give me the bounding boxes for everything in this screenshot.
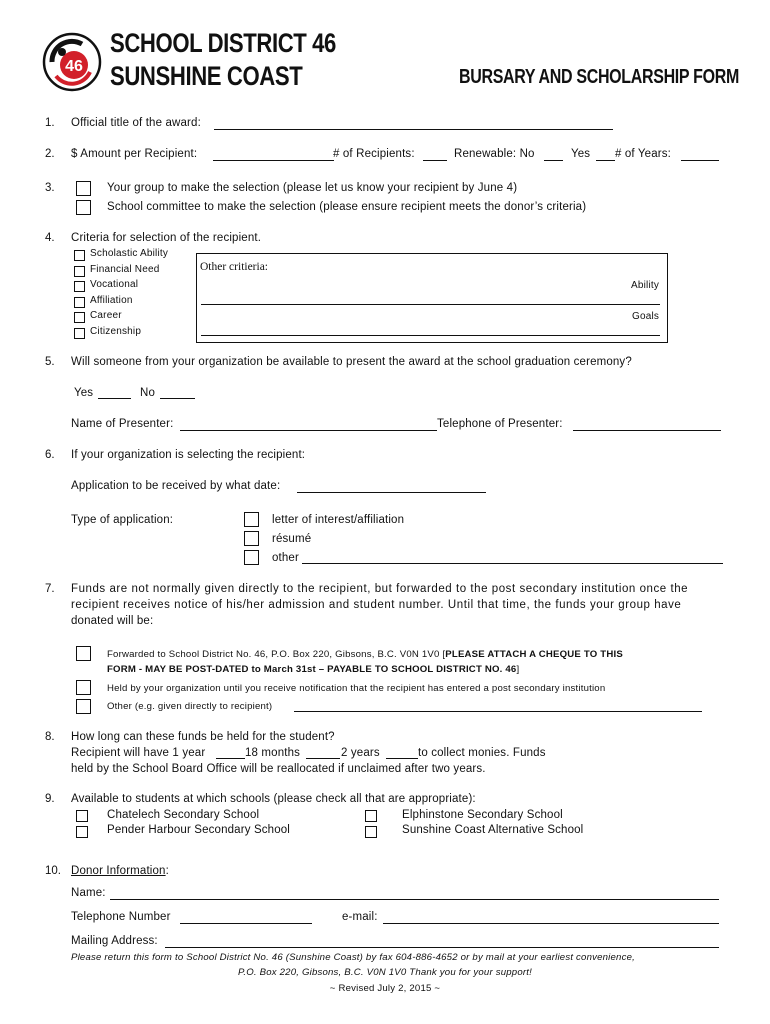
type-resume-checkbox[interactable] <box>244 531 259 546</box>
schools-question: Available to students at which schools (please check all that are appropriate): <box>71 793 476 805</box>
q7-number: 7. <box>45 583 55 595</box>
donor-phone-field[interactable] <box>180 923 312 924</box>
funds-forwarded-label: Forwarded to School District No. 46, P.O. Box 220, Gibsons, B.C. V0N 1V0 [PLEASE ATTACH A CHEQUE TO THIS <box>107 649 623 660</box>
q4-number: 4. <box>45 232 55 244</box>
q6-number: 6. <box>45 449 55 461</box>
hold-1-year-field[interactable] <box>216 758 245 759</box>
renewable-no-label: Renewable: No <box>454 148 535 160</box>
q3-number: 3. <box>45 182 55 194</box>
funds-forwarded-checkbox[interactable] <box>76 646 91 661</box>
return-instructions: Please return this form to School District No. 46 (Sunshine Coast) by fax 604-886-4652 or by mail at your earliest convenience, <box>71 952 635 963</box>
presenter-no-label: No <box>140 387 156 399</box>
hold-2-years-field[interactable] <box>386 758 418 759</box>
criteria-checkbox-financial[interactable] <box>74 266 85 277</box>
application-date-label: Application to be received by what date: <box>71 480 281 492</box>
group-selects-checkbox[interactable] <box>76 181 91 196</box>
award-title-label: Official title of the award: <box>71 117 201 129</box>
post-dated-note: FORM - MAY BE POST-DATED to March 31st – PAYABLE TO SCHOOL DISTRICT NO. 46] <box>107 664 520 675</box>
type-other-checkbox[interactable] <box>244 550 259 565</box>
committee-selects-checkbox[interactable] <box>76 200 91 215</box>
goals-label: Goals <box>632 311 660 322</box>
application-type-label: Type of application: <box>71 514 174 526</box>
donor-info-heading: Donor Information: <box>71 865 169 877</box>
donor-name-label: Name: <box>71 887 106 899</box>
funds-other-checkbox[interactable] <box>76 699 91 714</box>
donor-address-label: Mailing Address: <box>71 935 158 947</box>
criteria-label: Criteria for selection of the recipient. <box>71 232 262 244</box>
presenter-no-field[interactable] <box>160 398 195 399</box>
form-title: BURSARY AND SCHOLARSHIP FORM <box>459 66 739 88</box>
district-logo <box>42 32 102 92</box>
type-resume-label: résumé <box>272 533 312 545</box>
application-date-field[interactable] <box>297 492 486 493</box>
donor-email-label: e-mail: <box>342 911 378 923</box>
q8-number: 8. <box>45 731 55 743</box>
presenter-phone-field[interactable] <box>573 430 721 431</box>
funds-held-label: Held by your organization until you receive notification that the recipient has entered a post secondary institution <box>107 683 606 694</box>
criteria-label-vocational: Vocational <box>90 279 139 290</box>
type-letter-label: letter of interest/affiliation <box>272 514 405 526</box>
school-checkbox-alternative[interactable] <box>365 826 377 838</box>
other-criteria-line-1[interactable] <box>201 304 660 305</box>
type-letter-checkbox[interactable] <box>244 512 259 527</box>
selection-label: If your organization is selecting the recipient: <box>71 449 306 461</box>
hold-duration-question: How long can these funds be held for the student? <box>71 731 335 743</box>
hold-18-months-label: 18 months <box>245 747 301 759</box>
renewable-no-field[interactable] <box>544 160 563 161</box>
school-checkbox-pender[interactable] <box>76 826 88 838</box>
funds-text-line2: recipient receives notice of his/her admission and student number. Until that time, the funds your group have <box>71 599 682 611</box>
school-label-pender: Pender Harbour Secondary School <box>107 824 291 836</box>
funds-held-checkbox[interactable] <box>76 680 91 695</box>
recipients-label: # of Recipients: <box>333 148 415 160</box>
presenter-name-field[interactable] <box>180 430 437 431</box>
presenter-phone-label: Telephone of Presenter: <box>437 418 563 430</box>
reallocation-text: held by the School Board Office will be reallocated if unclaimed after two years. <box>71 763 486 775</box>
amount-field[interactable] <box>213 160 334 161</box>
donor-phone-label: Telephone Number <box>71 911 171 923</box>
presenter-yes-field[interactable] <box>98 398 131 399</box>
school-label-elphinstone: Elphinstone Secondary School <box>402 809 563 821</box>
other-criteria-label: Other critieria: <box>200 261 269 273</box>
presenter-yes-label: Yes <box>74 387 94 399</box>
q9-number: 9. <box>45 793 55 805</box>
ability-label: Ability <box>631 280 660 291</box>
renewable-yes-label: Yes <box>571 148 591 160</box>
presenter-question: Will someone from your organization be available to present the award at the school graduation ceremony? <box>71 356 632 368</box>
funds-other-label: Other (e.g. given directly to recipient) <box>107 701 273 712</box>
school-checkbox-chatelech[interactable] <box>76 810 88 822</box>
criteria-checkbox-scholastic[interactable] <box>74 250 85 261</box>
return-address: P.O. Box 220, Gibsons, B.C. V0N 1V0 Thank you for your support! <box>238 967 532 978</box>
amount-label: $ Amount per Recipient: <box>71 148 198 160</box>
criteria-label-financial: Financial Need <box>90 264 160 275</box>
criteria-checkbox-affiliation[interactable] <box>74 297 85 308</box>
type-other-label: other <box>272 552 299 564</box>
cheque-note: PLEASE ATTACH A CHEQUE TO THIS <box>445 649 623 660</box>
funds-text-line1: Funds are not normally given directly to the recipient, but forwarded to the post secondary institution once the <box>71 583 689 595</box>
hold-2-years-label: 2 years <box>341 747 380 759</box>
criteria-label-citizenship: Citizenship <box>90 326 142 337</box>
years-field[interactable] <box>681 160 719 161</box>
donor-email-field[interactable] <box>383 923 719 924</box>
school-label-chatelech: Chatelech Secondary School <box>107 809 260 821</box>
donor-name-field[interactable] <box>110 899 719 900</box>
criteria-label-affiliation: Affiliation <box>90 295 133 306</box>
committee-selects-label: School committee to make the selection (please ensure recipient meets the donor’s criteria) <box>107 201 587 213</box>
criteria-checkbox-career[interactable] <box>74 312 85 323</box>
school-label-alternative: Sunshine Coast Alternative School <box>402 824 584 836</box>
criteria-label-career: Career <box>90 310 122 321</box>
criteria-checkbox-citizenship[interactable] <box>74 328 85 339</box>
donor-address-field[interactable] <box>165 947 719 948</box>
q10-number: 10. <box>45 865 61 877</box>
q2-number: 2. <box>45 148 55 160</box>
years-label: # of Years: <box>615 148 671 160</box>
renewable-yes-field[interactable] <box>596 160 615 161</box>
logo-number: 46 <box>65 58 83 75</box>
funds-text-line3: donated will be: <box>71 615 154 627</box>
school-checkbox-elphinstone[interactable] <box>365 810 377 822</box>
funds-other-field[interactable] <box>294 711 702 712</box>
other-criteria-line-2[interactable] <box>201 335 660 336</box>
district-name-line2: SUNSHINE COAST <box>110 61 303 91</box>
collect-monies-text: to collect monies. Funds <box>418 747 546 759</box>
type-other-field[interactable] <box>302 563 723 564</box>
hold-1-year-label: Recipient will have 1 year <box>71 747 206 759</box>
criteria-label-scholastic: Scholastic Ability <box>90 248 169 259</box>
district-name-line1: SCHOOL DISTRICT 46 <box>110 28 336 58</box>
award-title-field[interactable] <box>214 129 613 130</box>
criteria-checkbox-vocational[interactable] <box>74 281 85 292</box>
presenter-name-label: Name of Presenter: <box>71 418 174 430</box>
group-selects-label: Your group to make the selection (please let us know your recipient by June 4) <box>107 182 518 194</box>
q1-number: 1. <box>45 117 55 129</box>
revision-date: ~ Revised July 2, 2015 ~ <box>329 983 441 994</box>
q5-number: 5. <box>45 356 55 368</box>
recipients-field[interactable] <box>423 160 447 161</box>
hold-18-months-field[interactable] <box>306 758 340 759</box>
